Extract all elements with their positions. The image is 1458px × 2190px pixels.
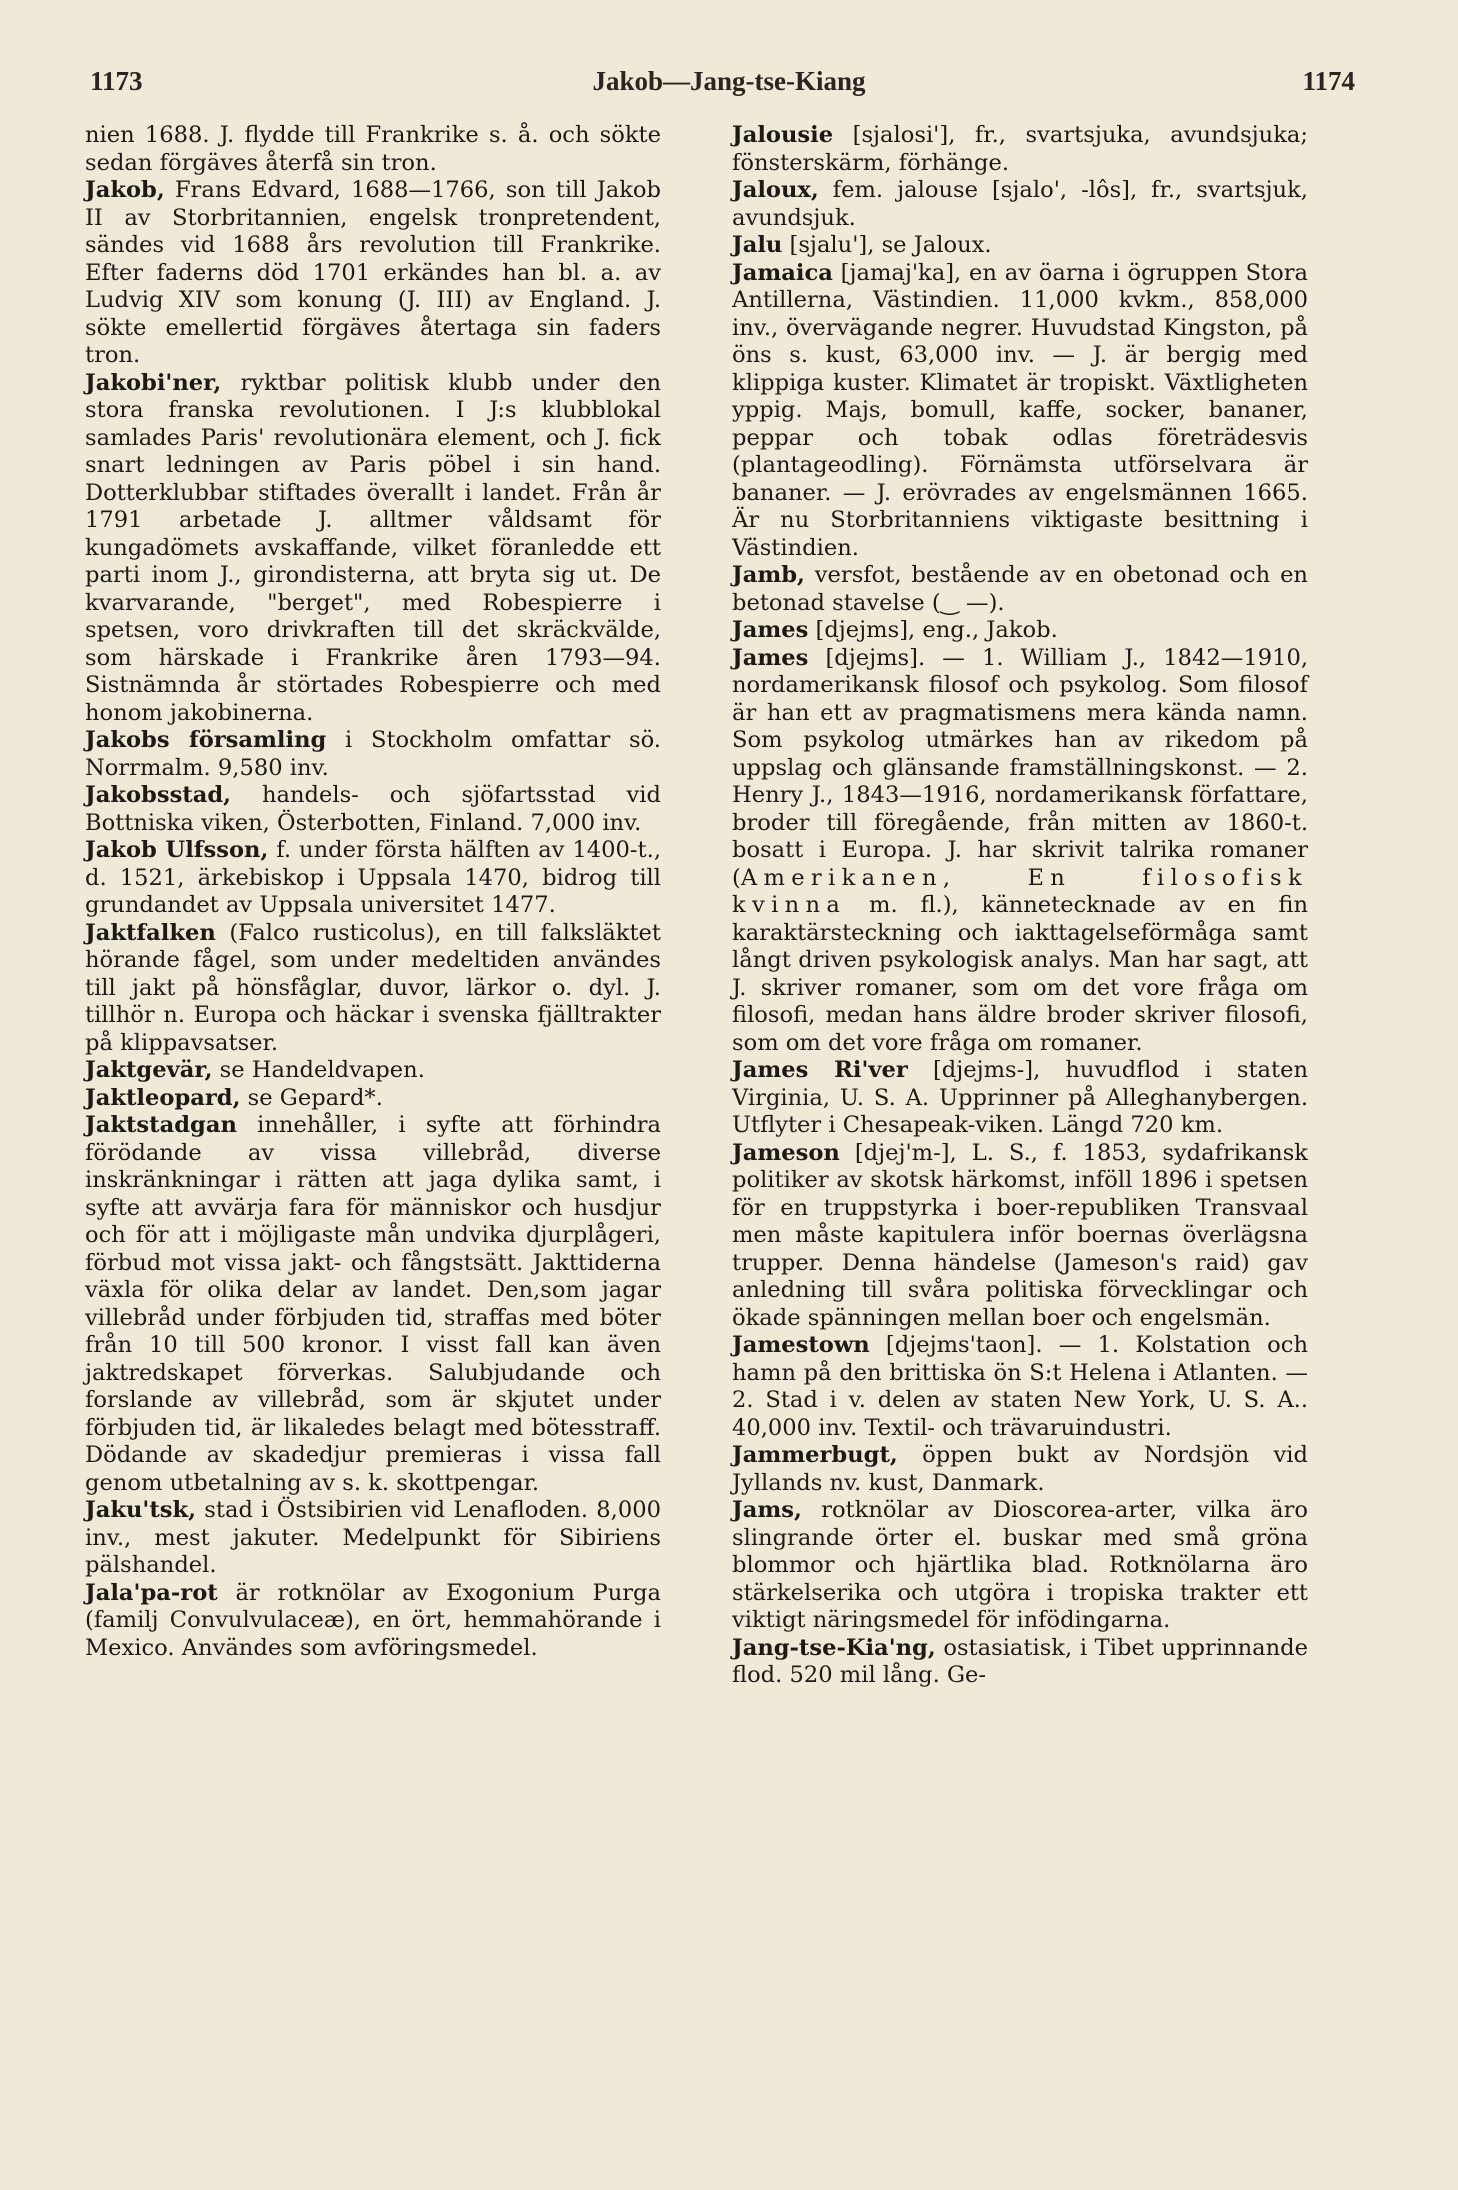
entry	[85, 1085, 661, 1113]
entry-headword: Jaku'tsk,	[85, 1497, 197, 1523]
entry-headword: Jalu	[732, 232, 783, 258]
entry-text: se Handeldvapen.	[212, 1057, 425, 1083]
entry-text-tail: m. fl.), kännetecknade av en fin karaktärsteckning och iakttagelseförmåga samt långt driven psykologisk analys. Man har sagt, att J. skriver romaner, som om det vore fråga om filosofi, medan hans äldre broder skriver filosofi, som om det vore fråga om romaner.	[732, 892, 1308, 1056]
entry-text: handels- och sjöfartsstad vid Bottniska viken, Österbotten, Finland. 7,000 inv.	[85, 782, 661, 836]
entry-text: nien 1688. J. flydde till Frankrike s. å. och sökte sedan förgäves återfå sin tron.	[85, 122, 661, 176]
left-column	[85, 122, 661, 1662]
entry-headword: Jakob,	[85, 177, 165, 203]
entry-headword: James	[732, 644, 809, 671]
entry-headword: Jang-tse-Kia'ng,	[732, 1634, 936, 1661]
entry-text: stad i Östsibirien vid Lenafloden. 8,000 inv., mest jakuter. Medelpunkt för Sibiriens pälshandel.	[85, 1497, 661, 1578]
entry-text: [djej'm-], L. S., f. 1853, sydafrikansk politiker av skotsk härkomst, inföll 1896 i spetsen för en truppstyrka i boer-republiken Transvaal men måste kapitulera inför boernas överlägsna trupper. Denna händelse (Jameson's raid) gav anledning till svåra politiska förvecklingar och ökade spänningen mellan boer och engelsmän.	[732, 1139, 1308, 1331]
entry	[85, 1580, 661, 1663]
running-title: Jakob—Jang-tse-Kiang	[592, 66, 866, 96]
entry-headword: Jaktfalken	[85, 919, 216, 946]
entry-headword: Jamestown	[732, 1332, 870, 1358]
entry	[732, 1332, 1308, 1442]
entry	[732, 1497, 1308, 1635]
entry-text: fem. jalouse [sjalo', -lôs], fr., svartsjuk, avundsjuk.	[732, 177, 1308, 231]
entry-text: innehåller, i syfte att förhindra förödande av vissa villebråd, diverse inskränkningar i rätten att jaga dylika samt, i syfte att avvärja fara för människor och husdjur och för att i möjligaste mån undvika djurplågeri, förbud mot vissa jakt- och fångstsätt. Jakttiderna växla för olika delar av landet. Den,som jagar villebråd under förbjuden tid, straffas med böter från 10 till 500 kronor. I visst fall kan även jaktredskapet förverkas. Salubjudande och forslande av villebråd, som är skjutet under förbjuden tid, är likaledes belagt med bötesstraff. Dödande av skadedjur premieras i vissa fall genom utbetalning av s. k. skottpengar.	[85, 1112, 661, 1496]
entry	[85, 1497, 661, 1580]
entry	[732, 1442, 1308, 1497]
entry	[732, 177, 1308, 232]
entry-text: [sjalu'], se Jaloux.	[782, 232, 992, 258]
entry-headword: Jamb,	[732, 562, 805, 588]
entry	[732, 1057, 1308, 1140]
entry-headword: Jakobi'ner,	[85, 369, 222, 396]
entry	[85, 782, 661, 837]
entry-headword: Jaloux,	[732, 177, 819, 203]
entry	[732, 260, 1308, 563]
right-column	[732, 122, 1308, 1690]
entry-text: öppen bukt av Nordsjön vid Jyllands nv. kust, Danmark.	[732, 1442, 1308, 1496]
entry-text: rotknölar av Dioscorea-arter, vilka äro slingrande örter el. buskar med små gröna blommor och hjärtlika blad. Rotknölarna äro stärkelserika och utgöra i tropiska trakter ett viktigt näringsmedel för infödingarna.	[732, 1497, 1308, 1633]
entry	[732, 645, 1308, 1058]
entry-text: [jamaj'ka], en av öarna i ögruppen Stora Antillerna, Västindien. 11,000 kvkm., 858,000 inv., övervägande negrer. Huvudstad Kingston, på öns s. kust, 63,000 inv. — J. är bergig med klippiga kuster. Klimatet är tropiskt. Växtligheten yppig. Majs, bomull, kaffe, socker, bananer, peppar och tobak odlas företrädesvis (plantageodling). Förnämsta utförselvara är bananer. — J. erövrades av engelsmännen 1665. Är nu Storbritanniens viktigaste besittning i Västindien.	[732, 259, 1308, 561]
entry	[732, 1140, 1308, 1333]
entry-text: [djejms-], huvudflod i staten Virginia, U. S. A. Upprinner på Alleghanybergen. Utflyter i Chesapeak-viken. Längd 720 km.	[732, 1057, 1308, 1138]
entry-headword: James Ri'ver	[732, 1057, 908, 1083]
entry	[85, 920, 661, 1058]
entry-text: Frans Edvard, 1688—1766, son till Jakob II av Storbritannien, engelsk tronpretendent, sändes vid 1688 års revolution till Frankrike. Efter faderns död 1701 erkändes han bl. a. av Ludvig XIV som konung (J. III) av England. J. sökte emellertid förgäves återtaga sin faders tron.	[85, 177, 661, 368]
entry	[85, 837, 661, 920]
entry-text: [djejms'taon]. — 1. Kolstation och hamn på den brittiska ön S:t Helena i Atlanten. — 2. Stad i v. delen av staten New York, U. S. A.. 40,000 inv. Textil- och trävaruindustri.	[732, 1332, 1308, 1441]
entry-headword: Jams,	[732, 1497, 802, 1523]
entry-text: är rotknölar av Exogonium Purga (familj Convulvulaceæ), en ört, hemmahörande i Mexico. Användes som avföringsmedel.	[85, 1579, 661, 1661]
entry-text: se Gepard*.	[240, 1084, 383, 1111]
entry-headword: Jalousie	[732, 122, 834, 148]
entry	[732, 617, 1308, 645]
entry	[85, 122, 661, 177]
entry-headword: Jakobs församling	[85, 727, 327, 753]
entry-headword: Jaktgevär,	[85, 1057, 213, 1083]
entry-spaced-titles: Amerikanen, En filosofisk kvinna	[732, 864, 1308, 918]
entry-headword: Jammerbugt,	[732, 1442, 898, 1468]
entry-text: ryktbar politisk klubb under den stora franska revolutionen. I J:s klubblokal samlades Paris' revolutionära element, och J. fick snart ledningen av Paris pöbel i sin hand. Dotterklubbar stiftades överallt i landet. Från år 1791 arbetade J. alltmer våldsamt för kungadömets avskaffande, vilket föranledde ett parti inom J., girondisterna, att bryta sig ut. De kvarvarande, "berget", med Robespierre i spetsen, voro drivkraften till det skräckvälde, som härskade i Frankrike åren 1793—94. Sistnämnda år störtades Robespierre och med honom jakobinerna.	[85, 369, 661, 726]
entry-headword: Jameson	[732, 1139, 840, 1166]
entry	[732, 1635, 1308, 1690]
entry-headword: James	[732, 617, 809, 643]
entry-text: f. under första hälften av 1400-t., d. 1521, ärkebiskop i Uppsala 1470, bidrog till grundandet av Uppsala universitet 1477.	[85, 837, 661, 918]
entry	[85, 1112, 661, 1497]
entry	[732, 232, 1308, 260]
entry-text: (Falco rusticolus), en till falksläktet hörande fågel, som under medeltiden användes till jakt på hönsfåglar, duvor, lärkor o. dyl. J. tillhör n. Europa och häckar i svenska fjälltrakter på klippavsatser.	[85, 919, 661, 1056]
entry-text: ostasiatisk, i Tibet upprinnande flod. 520 mil lång. Ge-	[732, 1634, 1308, 1688]
entry-text: [sjalosi'], fr., svartsjuka, avundsjuka; fönsterskärm, förhänge.	[732, 122, 1308, 176]
left-page-number: 1173	[90, 66, 143, 96]
entry-headword: Jaktstadgan	[85, 1112, 237, 1138]
entry	[85, 727, 661, 782]
entry-headword: Jakobsstad,	[85, 782, 232, 808]
entry-headword: Jamaica	[732, 259, 833, 286]
entry	[732, 122, 1308, 177]
entry-headword: Jakob Ulfsson,	[85, 837, 269, 863]
entry-text: [djejms], eng., Jakob.	[808, 617, 1058, 643]
entry-text: [djejms]. — 1. William J., 1842—1910, nordamerikansk filosof och psykolog. Som filosof är han ett av pragmatismens mera kända namn. Som psykolog utmärkes han av rikedom på uppslag och glänsande framställningskonst. — 2. Henry J., 1843—1916, nordamerikansk författare, broder till föregående, från mitten av 1860-t. bosatt i Europa. J. har skrivit talrika romaner (	[732, 644, 1308, 891]
entry-text: i Stockholm omfattar sö. Norrmalm. 9,580 inv.	[85, 727, 661, 781]
entry	[85, 177, 661, 370]
entry-headword: Jaktleopard,	[85, 1084, 241, 1111]
entry	[732, 562, 1308, 617]
entry	[85, 1057, 661, 1085]
entry-text: versfot, bestående av en obetonad och en betonad stavelse (‿ —).	[732, 562, 1308, 616]
right-page-number: 1174	[1302, 66, 1355, 96]
entry-headword: Jala'pa-rot	[85, 1579, 218, 1606]
entry	[85, 370, 661, 728]
